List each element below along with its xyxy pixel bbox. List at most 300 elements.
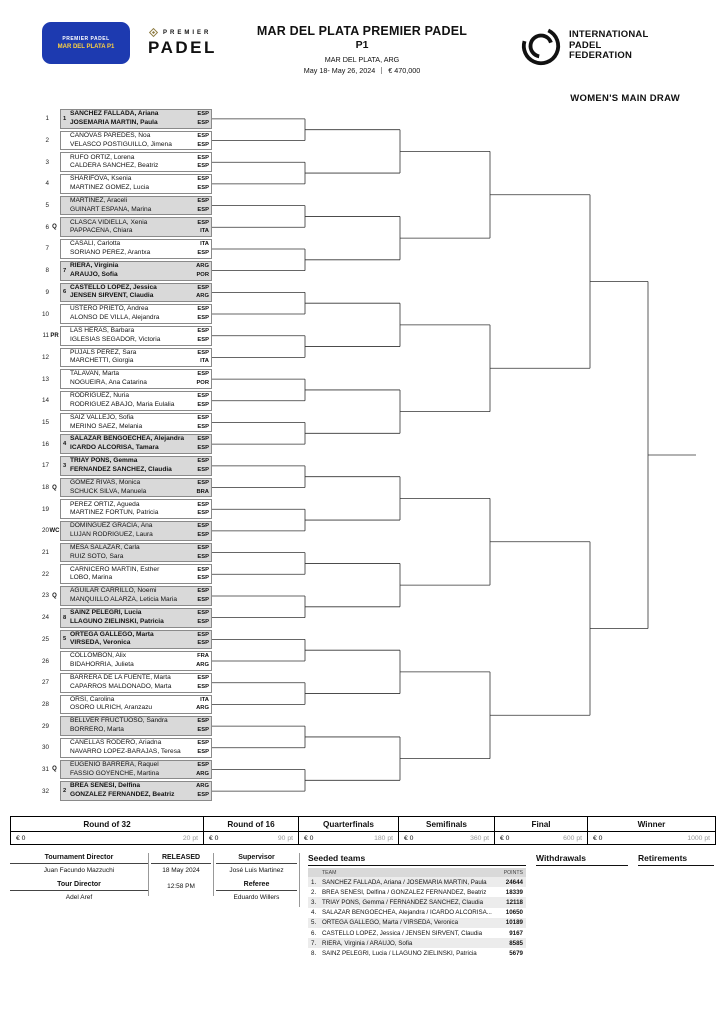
entry-position: 3 [45, 158, 49, 166]
player1-line [70, 739, 211, 748]
entry-position: 16 [41, 440, 49, 448]
player1-line [70, 435, 211, 444]
bracket-entry [36, 433, 212, 455]
fip-emblem-icon [520, 25, 562, 67]
withdrawals-title: Withdrawals [536, 853, 628, 866]
player2-name: LUJAN RODRIGUEZ, Laura [70, 530, 153, 538]
player1-line [70, 370, 211, 379]
player1-line [70, 305, 211, 314]
bracket-entry [36, 607, 212, 629]
seed-points: 10189 [505, 919, 523, 927]
retirements-block [638, 853, 714, 866]
player2-line [70, 379, 211, 388]
player2-line [70, 726, 211, 735]
player2-line [70, 466, 211, 475]
round-prize: € 0 [500, 834, 510, 842]
player2-line [70, 357, 211, 366]
seed-team-names: BREA SENESI, Delfina / GONZALEZ FERNANDEZ, Beatriz [322, 888, 487, 896]
player1-name: CASALI, Carlotta [70, 240, 121, 248]
player2-country: ARG [196, 770, 209, 777]
entry-position: 23 [41, 592, 49, 600]
player1-country: ESP [197, 349, 209, 356]
player2-line [70, 184, 211, 193]
player1-line [70, 522, 211, 531]
seed-rank: 2. [311, 888, 317, 896]
seed-rank: 3. [311, 898, 317, 906]
seed-team-names: RIERA, Virginia / ARAUJO, Sofia [322, 939, 413, 947]
tournament-dates-prize [227, 66, 497, 75]
round-name: Round of 16 [204, 817, 298, 832]
tour-director-label: Tour Director [10, 880, 148, 891]
seed-team-names: CASTELLO LOPEZ, Jessica / JENSEN SIRVENT, Claudia [322, 929, 483, 937]
team-box [60, 413, 212, 433]
player2-country: ITA [200, 228, 209, 235]
player1-line [70, 219, 211, 228]
supervisor-label: Supervisor [216, 853, 297, 864]
player2-line [70, 249, 211, 258]
player1-line [70, 262, 211, 271]
bracket-entry [36, 325, 212, 347]
team-box [60, 651, 212, 671]
player2-country: ESP [197, 250, 209, 257]
player2-country: ESP [197, 727, 209, 734]
player2-name: GONZALEZ FERNANDEZ, Beatriz [70, 791, 175, 799]
player1-line [70, 761, 211, 770]
seeded-teams-block [308, 853, 526, 959]
seeded-teams-rows [308, 877, 526, 959]
seeded-teams-title: Seeded teams [308, 853, 526, 866]
bracket-entry [36, 629, 212, 651]
entry-position: 29 [41, 722, 49, 730]
player1-country: ESP [197, 414, 209, 421]
player2-name: MARCHETTI, Giorgia [70, 357, 134, 365]
round-name: Final [495, 817, 587, 832]
player1-name: BREA SENESI, Delfina [70, 782, 141, 790]
mar-del-plata-p1-badge-logo [42, 22, 130, 64]
player1-country: ESP [197, 501, 209, 508]
seed-rank: 4. [311, 909, 317, 917]
player1-country: ESP [197, 609, 209, 616]
player2-country: ESP [197, 597, 209, 604]
player1-name: BARRERA DE LA FUENTE, Marta [70, 674, 171, 682]
player1-line [70, 544, 211, 553]
fip-line3: FEDERATION [569, 50, 633, 62]
player2-line [70, 162, 211, 171]
released-time: 12:58 PM [167, 883, 195, 890]
entry-position: 24 [41, 614, 49, 622]
seed-number: 7 [63, 267, 67, 274]
entry-position: 11 [42, 332, 49, 340]
player2-country: ESP [197, 401, 209, 408]
team-box [60, 131, 212, 151]
player2-name: NAVARRO LOPEZ-BARAJAS, Teresa [70, 747, 181, 755]
header [0, 0, 724, 92]
badge-line1: PREMIER PADEL [62, 35, 110, 42]
tournament-title: MAR DEL PLATA PREMIER PADEL [256, 24, 468, 38]
player1-name: PEREZ ORTIZ, Agueda [70, 500, 140, 508]
player1-name: MARTINEZ, Araceli [70, 196, 128, 204]
player2-line [70, 488, 211, 497]
seed-points: 24644 [505, 878, 523, 886]
player1-country: ESP [197, 111, 209, 118]
player2-country: ESP [197, 575, 209, 582]
team-box [60, 781, 212, 801]
player1-line [70, 782, 211, 791]
officials-block [214, 853, 300, 907]
team-box [60, 521, 212, 541]
round-name: Winner [588, 817, 715, 832]
bracket-entry [36, 563, 212, 585]
player1-line [70, 587, 211, 596]
team-box [60, 738, 212, 758]
seeded-team-row [308, 918, 526, 928]
bracket-entry [36, 151, 212, 173]
player2-line [70, 423, 211, 432]
round-points: 600 pt [563, 834, 582, 842]
entry-position: 10 [41, 310, 49, 318]
seed-points: 9167 [509, 929, 523, 937]
seeded-team-row [308, 877, 526, 887]
player2-name: CAPARROS MALDONADO, Marta [70, 682, 172, 690]
round-column [204, 817, 299, 844]
player1-country: ITA [200, 696, 209, 703]
directors-block [10, 853, 148, 907]
fip-line2: PADEL [569, 39, 602, 51]
player1-line [70, 652, 211, 661]
tournament-tier: P1 [355, 39, 369, 51]
bracket-entry [36, 715, 212, 737]
player2-name: LLAGUNO ZIELINSKI, Patricia [70, 617, 164, 625]
bracket-entry [36, 173, 212, 195]
round-points: 360 pt [470, 834, 489, 842]
round-points: 1000 pt [687, 834, 710, 842]
player1-name: SHARIFOVA, Ksenia [70, 175, 132, 183]
player1-name: MESA SALAZAR, Carla [70, 543, 140, 551]
rounds-prize-strip [10, 816, 716, 845]
player2-line [70, 444, 211, 453]
round-name: Round of 32 [11, 817, 203, 832]
player2-name: MANQUILLO ALARZA, Leticia Maria [70, 596, 177, 604]
player2-line [70, 141, 211, 150]
tour-director-name: Adel Aref [65, 894, 93, 901]
player1-line [70, 349, 211, 358]
team-box [60, 174, 212, 194]
player2-name: ARAUJO, Sofia [70, 270, 118, 278]
entry-tag: Q [52, 766, 57, 773]
entry-position: 21 [41, 549, 49, 557]
seed-number: 2 [63, 788, 67, 795]
player1-line [70, 457, 211, 466]
entry-position: 14 [41, 397, 49, 405]
player1-name: CLASCA VIDIELLA, Xenia [70, 218, 148, 226]
team-box [60, 369, 212, 389]
tournament-title-block [227, 24, 497, 75]
player1-line [70, 609, 211, 618]
player2-country: ESP [197, 466, 209, 473]
player1-name: RODRIGUEZ, Nuria [70, 392, 129, 400]
round-values [299, 832, 398, 844]
player2-name: GUINART ESPAÑA, Marina [70, 205, 152, 213]
player2-name: ICARDO ALCORISA, Tamara [70, 444, 159, 452]
tournament-location: MAR DEL PLATA, ARG [324, 55, 400, 64]
player1-line [70, 479, 211, 488]
referee-label: Referee [216, 880, 297, 891]
team-box [60, 760, 212, 780]
team-box [60, 391, 212, 411]
seeded-team-row [308, 948, 526, 958]
seed-rank: 6. [311, 929, 317, 937]
player1-country: ESP [197, 284, 209, 291]
player2-line [70, 748, 211, 757]
draw-entries [36, 108, 212, 802]
entry-position: 17 [41, 462, 49, 470]
player2-country: ESP [197, 445, 209, 452]
player2-country: ESP [197, 618, 209, 625]
bracket-entry [36, 303, 212, 325]
bracket-entry [36, 650, 212, 672]
round-column [299, 817, 399, 844]
player1-country: ESP [197, 761, 209, 768]
entry-position: 4 [45, 180, 49, 188]
round-name: Quarterfinals [299, 817, 398, 832]
seed-points: 18339 [505, 888, 523, 896]
player1-line [70, 501, 211, 510]
seeded-team-row [308, 887, 526, 897]
player2-country: ESP [197, 163, 209, 170]
entry-position: 19 [41, 505, 49, 513]
player1-line [70, 414, 211, 423]
released-date: 18 May 2024 [162, 867, 200, 874]
entry-position: 1 [45, 115, 49, 123]
tournament-director-name: Juan Facundo Mazzuchi [43, 867, 115, 874]
bracket-entry [36, 542, 212, 564]
player1-country: ESP [197, 176, 209, 183]
player2-line [70, 704, 211, 713]
entry-position: 22 [41, 570, 49, 578]
player1-name: SALAZAR BENGOECHEA, Alejandra [70, 435, 185, 443]
player2-name: BORRERO, Marta [70, 726, 124, 734]
player1-country: ESP [197, 306, 209, 313]
brand-premier-text: PREMIER [163, 29, 212, 36]
player2-name: RODRIGUEZ ABAJO, Maria Eulalia [70, 400, 175, 408]
player2-line [70, 770, 211, 779]
bracket-entry [36, 498, 212, 520]
seed-rank: 5. [311, 919, 317, 927]
player2-name: IGLESIAS SEGADOR, Victoria [70, 335, 161, 343]
bracket [36, 108, 714, 802]
bracket-entry [36, 759, 212, 781]
team-box [60, 456, 212, 476]
fip-line1: INTERNATIONAL [569, 29, 649, 41]
player2-line [70, 227, 211, 236]
bracket-entry [36, 108, 212, 130]
round-points: 20 pt [182, 834, 198, 842]
round-prize: € 0 [16, 834, 26, 842]
entry-position: 9 [45, 288, 49, 296]
seed-number: 1 [63, 115, 67, 122]
team-box [60, 543, 212, 563]
player2-country: ESP [197, 423, 209, 430]
team-box [60, 239, 212, 259]
player1-line [70, 240, 211, 249]
player2-name: LOBO, Marina [70, 574, 113, 582]
seed-team-names: ORTEGA GALLEGO, Marta / VIRSEDA, Veronica [322, 919, 459, 927]
divider [381, 67, 382, 74]
round-points: 90 pt [277, 834, 293, 842]
entry-position: 13 [41, 375, 49, 383]
player1-country: FRA [197, 653, 209, 660]
team-box [60, 673, 212, 693]
entry-tag: Q [52, 224, 57, 231]
player1-name: AGUILAR CARRILLO, Noemi [70, 587, 157, 595]
round-column [11, 817, 204, 844]
player1-country: ESP [197, 523, 209, 530]
player1-line [70, 197, 211, 206]
player1-name: GOMEZ RIVAS, Monica [70, 478, 141, 486]
player2-country: ESP [197, 141, 209, 148]
player2-line [70, 401, 211, 410]
team-box [60, 152, 212, 172]
bracket-entry [36, 260, 212, 282]
player2-country: ESP [197, 792, 209, 799]
player1-country: ESP [197, 154, 209, 161]
footer-info [10, 853, 714, 959]
bracket-entry [36, 585, 212, 607]
player1-name: RIERA, Virginia [70, 261, 119, 269]
player2-line [70, 206, 211, 215]
player1-country: ESP [197, 740, 209, 747]
round-values [204, 832, 298, 844]
bracket-entry [36, 412, 212, 434]
player1-line [70, 392, 211, 401]
round-values [588, 832, 715, 844]
player1-name: DOMINGUEZ GRACIA, Ana [70, 522, 153, 530]
player2-country: ESP [197, 748, 209, 755]
player1-line [70, 154, 211, 163]
seed-number: 8 [63, 614, 67, 621]
player1-name: CASTELLO LOPEZ, Jessica [70, 283, 157, 291]
seed-rank: 1. [311, 878, 317, 886]
bracket-entry [36, 216, 212, 238]
player1-line [70, 175, 211, 184]
bracket-entry [36, 780, 212, 802]
team-box [60, 261, 212, 281]
player1-country: ITA [200, 241, 209, 248]
seed-number: 3 [63, 462, 67, 469]
seeded-team-row [308, 908, 526, 918]
seed-number: 6 [63, 289, 67, 296]
entry-position: 31 [41, 765, 49, 773]
player2-country: ESP [197, 119, 209, 126]
entry-tag: WC [49, 527, 60, 534]
seed-number: 5 [63, 636, 67, 643]
player1-line [70, 631, 211, 640]
team-box [60, 348, 212, 368]
round-prize: € 0 [593, 834, 603, 842]
player2-country: ESP [197, 510, 209, 517]
player1-name: LAS HERAS, Barbara [70, 327, 135, 335]
player2-country: ESP [197, 531, 209, 538]
brand-padel-text: PADEL [148, 38, 217, 57]
round-name: Semifinals [399, 817, 494, 832]
seed-team-names: SAINZ PELEGRI, Lucia / LLAGUNO ZIELINSKI, Patricia [322, 949, 477, 957]
seeded-team-row [308, 938, 526, 948]
player2-line [70, 509, 211, 518]
player2-country: POR [196, 380, 209, 387]
tournament-dates: May 18- May 26, 2024 [303, 66, 376, 75]
player1-country: ARG [196, 783, 209, 790]
fip-logo [520, 25, 648, 67]
player2-country: ESP [197, 553, 209, 560]
player2-name: FASSIO GOYENCHE, Martina [70, 769, 160, 777]
badge-line2: MAR DEL PLATA P1 [57, 43, 115, 50]
bracket-entry [36, 282, 212, 304]
player2-name: FERNANDEZ SANCHEZ, Claudia [70, 465, 172, 473]
premier-padel-logo [148, 27, 217, 56]
player1-country: ESP [197, 197, 209, 204]
player1-name: USTERO PRIETO, Andrea [70, 305, 149, 313]
player1-name: ORTEGA GALLEGO, Marta [70, 630, 154, 638]
player1-country: ESP [197, 544, 209, 551]
player2-country: ITA [200, 358, 209, 365]
entry-position: 26 [41, 657, 49, 665]
withdrawals-block [536, 853, 628, 866]
player2-line [70, 618, 211, 627]
seeded-team-row [308, 897, 526, 907]
player2-line [70, 314, 211, 323]
seed-team-names: SALAZAR BENGOECHEA, Alejandra / ICARDO ALCORISA... [322, 909, 492, 917]
player2-country: ESP [197, 315, 209, 322]
player1-country: ESP [197, 328, 209, 335]
player1-country: ESP [197, 458, 209, 465]
player2-country: ARG [196, 293, 209, 300]
team-box [60, 586, 212, 606]
player2-line [70, 271, 211, 280]
player2-line [70, 336, 211, 345]
fip-logo-text [569, 30, 648, 62]
released-block [148, 853, 214, 896]
seed-points: 5679 [509, 949, 523, 957]
entry-position: 20 [41, 527, 49, 535]
seeded-col-team: TEAM [322, 869, 337, 876]
player2-line [70, 553, 211, 562]
team-box [60, 109, 212, 129]
player1-name: BELLVER FRUCTUOSO, Sandra [70, 717, 168, 725]
entry-position: 2 [45, 137, 49, 145]
player2-country: ESP [197, 640, 209, 647]
team-box [60, 564, 212, 584]
seeded-col-points: POINTS [503, 869, 523, 876]
player1-name: RUFO ORTIZ, Lorena [70, 153, 135, 161]
player1-name: TALAVAN, Marta [70, 370, 120, 378]
seeded-team-row [308, 928, 526, 938]
entry-position: 12 [41, 353, 49, 361]
bracket-entry [36, 694, 212, 716]
player1-country: ESP [197, 566, 209, 573]
entry-tag: PR [50, 332, 59, 339]
entry-position: 28 [41, 700, 49, 708]
player1-name: ORSI, Carolina [70, 695, 115, 703]
player1-line [70, 327, 211, 336]
player2-name: JOSEMARIA MARTIN, Paula [70, 118, 158, 126]
player1-country: ESP [197, 132, 209, 139]
player2-country: ESP [197, 683, 209, 690]
seeded-teams-header [308, 868, 526, 877]
round-prize: € 0 [304, 834, 314, 842]
player1-name: COLLOMBON, Alix [70, 652, 127, 660]
supervisor-name: José Luis Martinez [229, 867, 284, 874]
player1-name: CANOVAS PAREDES, Noa [70, 131, 151, 139]
